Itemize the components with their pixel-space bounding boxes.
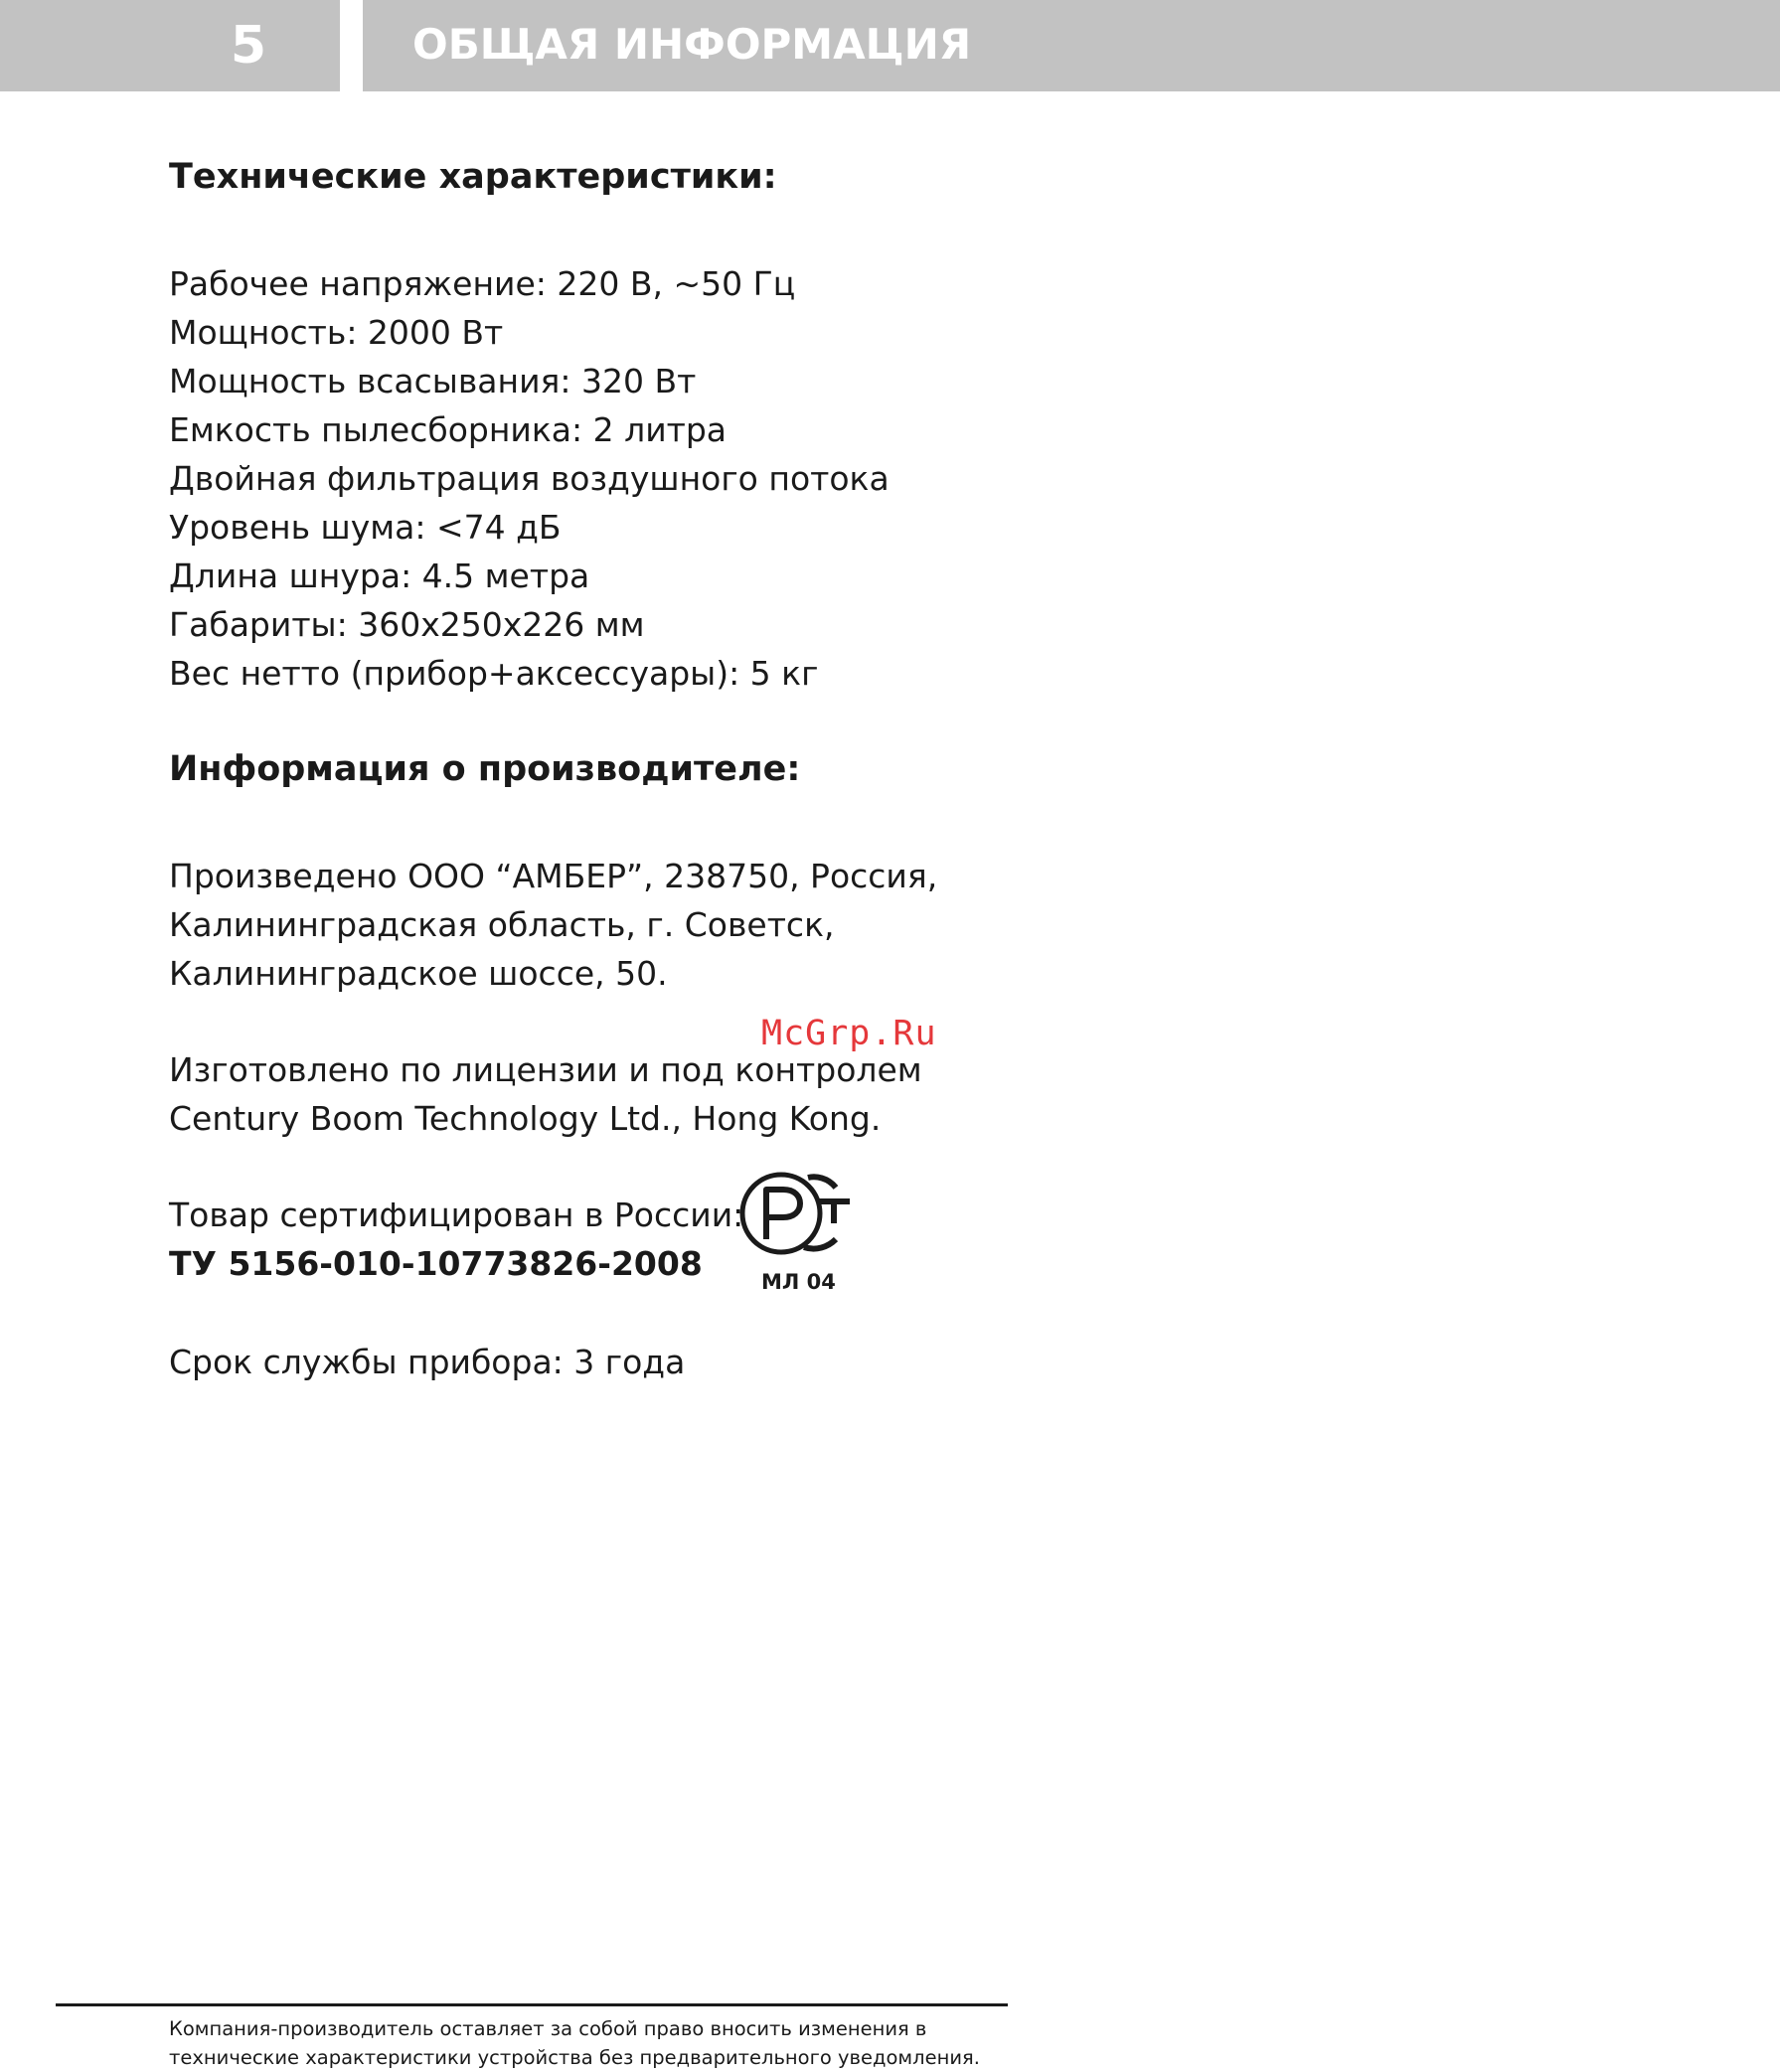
page-number: 5: [0, 0, 340, 91]
service-life: Срок службы прибора: 3 года: [169, 1343, 686, 1381]
license-line: Изготовлено по лицензии и под контролем: [169, 1050, 922, 1089]
specs-heading: Технические характеристики:: [169, 157, 777, 197]
spec-item: Мощность всасывания: 320 Вт: [169, 362, 697, 400]
cert-mark-label: МЛ 04: [761, 1270, 836, 1294]
spec-item: Уровень шума: <74 дБ: [169, 508, 562, 547]
rst-certification-logo: [736, 1168, 856, 1297]
certification-text: Товар сертифицирован в России:: [169, 1195, 744, 1234]
address-line: Калининградское шоссе, 50.: [169, 954, 668, 993]
footer-note-line: Компания-производитель оставляет за собой право вносить изменения в: [169, 2017, 927, 2040]
spec-item: Габариты: 360х250х226 мм: [169, 605, 645, 644]
rst-mark-icon: [736, 1168, 856, 1297]
spec-item: Емкость пылесборника: 2 литра: [169, 410, 728, 449]
spec-item: Длина шнура: 4.5 метра: [169, 557, 590, 595]
section-title: ОБЩАЯ ИНФОРМАЦИЯ: [363, 0, 1780, 91]
address-line: Калининградская область, г. Советск,: [169, 905, 835, 944]
manufacturer-heading: Информация о производителе:: [169, 749, 801, 789]
spec-item: Мощность: 2000 Вт: [169, 313, 504, 352]
license-line: Century Boom Technology Ltd., Hong Kong.: [169, 1099, 882, 1138]
certification-code: ТУ 5156-010-10773826-2008: [169, 1244, 703, 1283]
address-line: Произведено ООО “АМБЕР”, 238750, Россия,: [169, 857, 938, 895]
footer-note-line: технические характеристики устройства без предварительного уведомления.: [169, 2046, 980, 2069]
spec-item: Двойная фильтрация воздушного потока: [169, 459, 890, 498]
footer-note: [169, 2014, 1063, 2072]
watermark: McGrp.Ru: [761, 1014, 937, 1053]
spec-item: Рабочее напряжение: 220 В, ~50 Гц: [169, 264, 796, 303]
spec-item: Вес нетто (прибор+аксессуары): 5 кг: [169, 654, 819, 693]
footer-divider: [56, 2003, 1008, 2006]
